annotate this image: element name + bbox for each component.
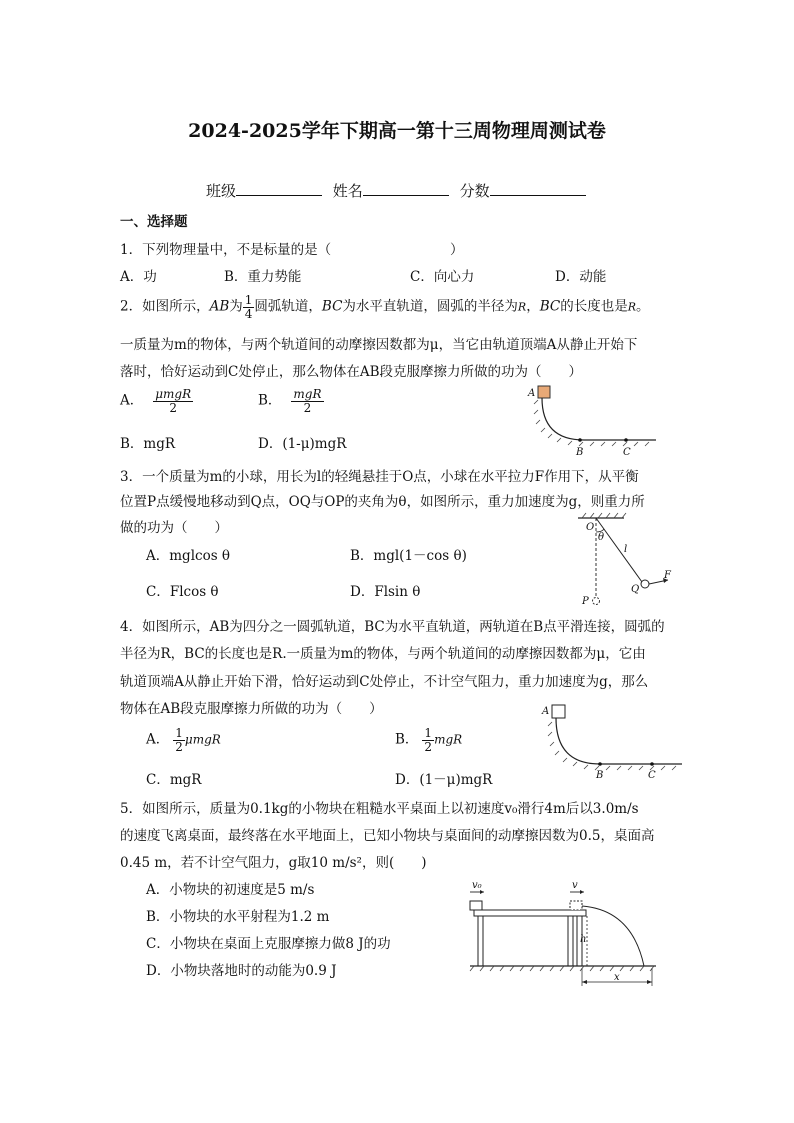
q2-line-2: 一质量为m的物体，与两个轨道间的动摩擦因数都为μ，当它由轨道顶端A从静止开始下: [120, 337, 638, 353]
q5-option-b: B．小物块的水平射程为1.2 m: [146, 909, 330, 925]
q1-option-a: A．功: [120, 269, 157, 285]
q1-paren-close: ）: [450, 242, 464, 258]
name-label: 姓名: [332, 182, 363, 200]
q5-table-projectile-figure: [464, 876, 674, 992]
q1-stem: 1．下列物理量中，不是标量的是（: [120, 242, 332, 258]
class-label: 班级: [206, 182, 237, 200]
q3-fig-label-q: Q: [631, 584, 640, 595]
score-blank[interactable]: [490, 181, 586, 196]
q3-line-3: 做的功为（ ）: [120, 520, 228, 536]
q5-fig-label-v: v: [572, 880, 578, 891]
q4-fig-label-a: A: [542, 706, 550, 717]
q5-fig-label-v0: v₀: [472, 880, 482, 891]
q2-line-3: 落时，恰好运动到C处停止，那么物体在AB段克服摩擦力所做的功为（ ）: [120, 364, 582, 380]
q5-fig-label-h: h: [580, 934, 587, 945]
q5-line-2: 的速度飞离桌面，最终落在水平地面上，已知小物块与桌面间的动摩擦因数为0.5，桌面高: [120, 828, 655, 844]
q4-line-4: 物体在AB段克服摩擦力所做的功为（ ）: [120, 701, 383, 717]
q5-option-d: D．小物块落地时的动能为0.9 J: [146, 963, 337, 979]
q3-option-d: D．Flsin θ: [350, 584, 421, 600]
q3-pendulum-figure: [572, 512, 682, 610]
q2-option-a: A． $\frac{\text{μmgR}}{2}$: [120, 387, 192, 415]
q2-option-b: B． $\frac{\text{mgR}}{2}$: [258, 387, 322, 415]
q3-line-2: 位置P点缓慢地移动到Q点，OQ与OP的夹角为θ，如图所示，重力加速度为g，则重力所: [120, 494, 645, 510]
q2-fig-label-b: B: [576, 447, 584, 458]
q2-quarter-fraction: $\frac{1}{4}$: [244, 293, 253, 321]
q3-fig-label-o: O: [586, 522, 595, 533]
q4-line-3: 轨道顶端A从静止开始下滑，恰好运动到C处停止，不计空气阻力，重力加速度为g，那么: [120, 674, 649, 690]
q5-line-3: 0.45 m，若不计空气阻力，g取10 m/s²，则( ): [120, 855, 427, 871]
q3-option-c: C．Flcos θ: [146, 584, 219, 600]
q3-fig-label-f: F: [664, 570, 671, 581]
section-heading: 一、选择题: [120, 214, 188, 230]
q4-arc-track-figure: [538, 700, 688, 782]
q5-option-c: C．小物块在桌面上克服摩擦力做8 J的功: [146, 936, 391, 952]
q2-option-c: B．mgR: [120, 436, 176, 452]
q3-option-a: A．mglcos θ: [146, 548, 231, 564]
q5-line-1: 5．如图所示，质量为0.1kg的小物块在粗糙水平桌面上以初速度v₀滑行4m后以3.0m/s: [120, 801, 639, 817]
q2-fig-label-c: C: [623, 447, 631, 458]
q3-fig-label-l: l: [624, 544, 628, 555]
q2-line-1: 2．如图所示，AB为 $\frac{1}{4}$ 圆弧轨道，BC为水平直轨道，圆弧的半径为R，BC的长度也是R。: [120, 293, 650, 321]
q4-fig-label-c: C: [648, 770, 656, 781]
score-label: 分数: [459, 182, 490, 200]
class-blank[interactable]: [236, 181, 322, 196]
q2-block: [538, 386, 550, 398]
q4-option-a: A． $\frac{1}{2}$ μmgR: [146, 726, 221, 754]
student-info-line: [206, 180, 592, 201]
q3-option-b: B．mgl(1－cos θ): [350, 548, 467, 564]
q4-option-d: D．(1－μ)mgR: [395, 772, 493, 788]
q1-option-d: D．动能: [555, 269, 607, 285]
q4-block: [552, 705, 565, 718]
q3-fig-label-theta: θ: [598, 532, 605, 543]
q1-option-b: B．重力势能: [224, 269, 302, 285]
q1-option-c: C．向心力: [410, 269, 475, 285]
q3-fig-label-p: P: [582, 596, 589, 607]
q2-arc-track-figure: [528, 382, 668, 462]
q2-option-d: D．(1-μ)mgR: [258, 436, 347, 452]
q3-line-1: 3．一个质量为m的小球，用长为l的轻绳悬挂于O点，小球在水平拉力F作用下，从平衡: [120, 469, 639, 485]
page-title: 2024-2025学年下期高一第十三周物理周测试卷: [188, 120, 606, 142]
q4-fig-label-b: B: [596, 770, 604, 781]
q5-fig-label-x: x: [614, 972, 620, 983]
q4-option-b: B． $\frac{1}{2}$ mgR: [395, 726, 463, 754]
q4-line-2: 半径为R，BC的长度也是R.一质量为m的物体，与两个轨道间的动摩擦因数都为μ，它由: [120, 646, 646, 662]
q2-fig-label-a: A: [528, 388, 536, 399]
q5-option-a: A．小物块的初速度是5 m/s: [146, 882, 315, 898]
name-blank[interactable]: [363, 181, 449, 196]
q4-line-1: 4．如图所示，AB为四分之一圆弧轨道，BC为水平直轨道，两轨道在B点平滑连接，圆弧的: [120, 619, 665, 635]
q4-option-c: C．mgR: [146, 772, 202, 788]
